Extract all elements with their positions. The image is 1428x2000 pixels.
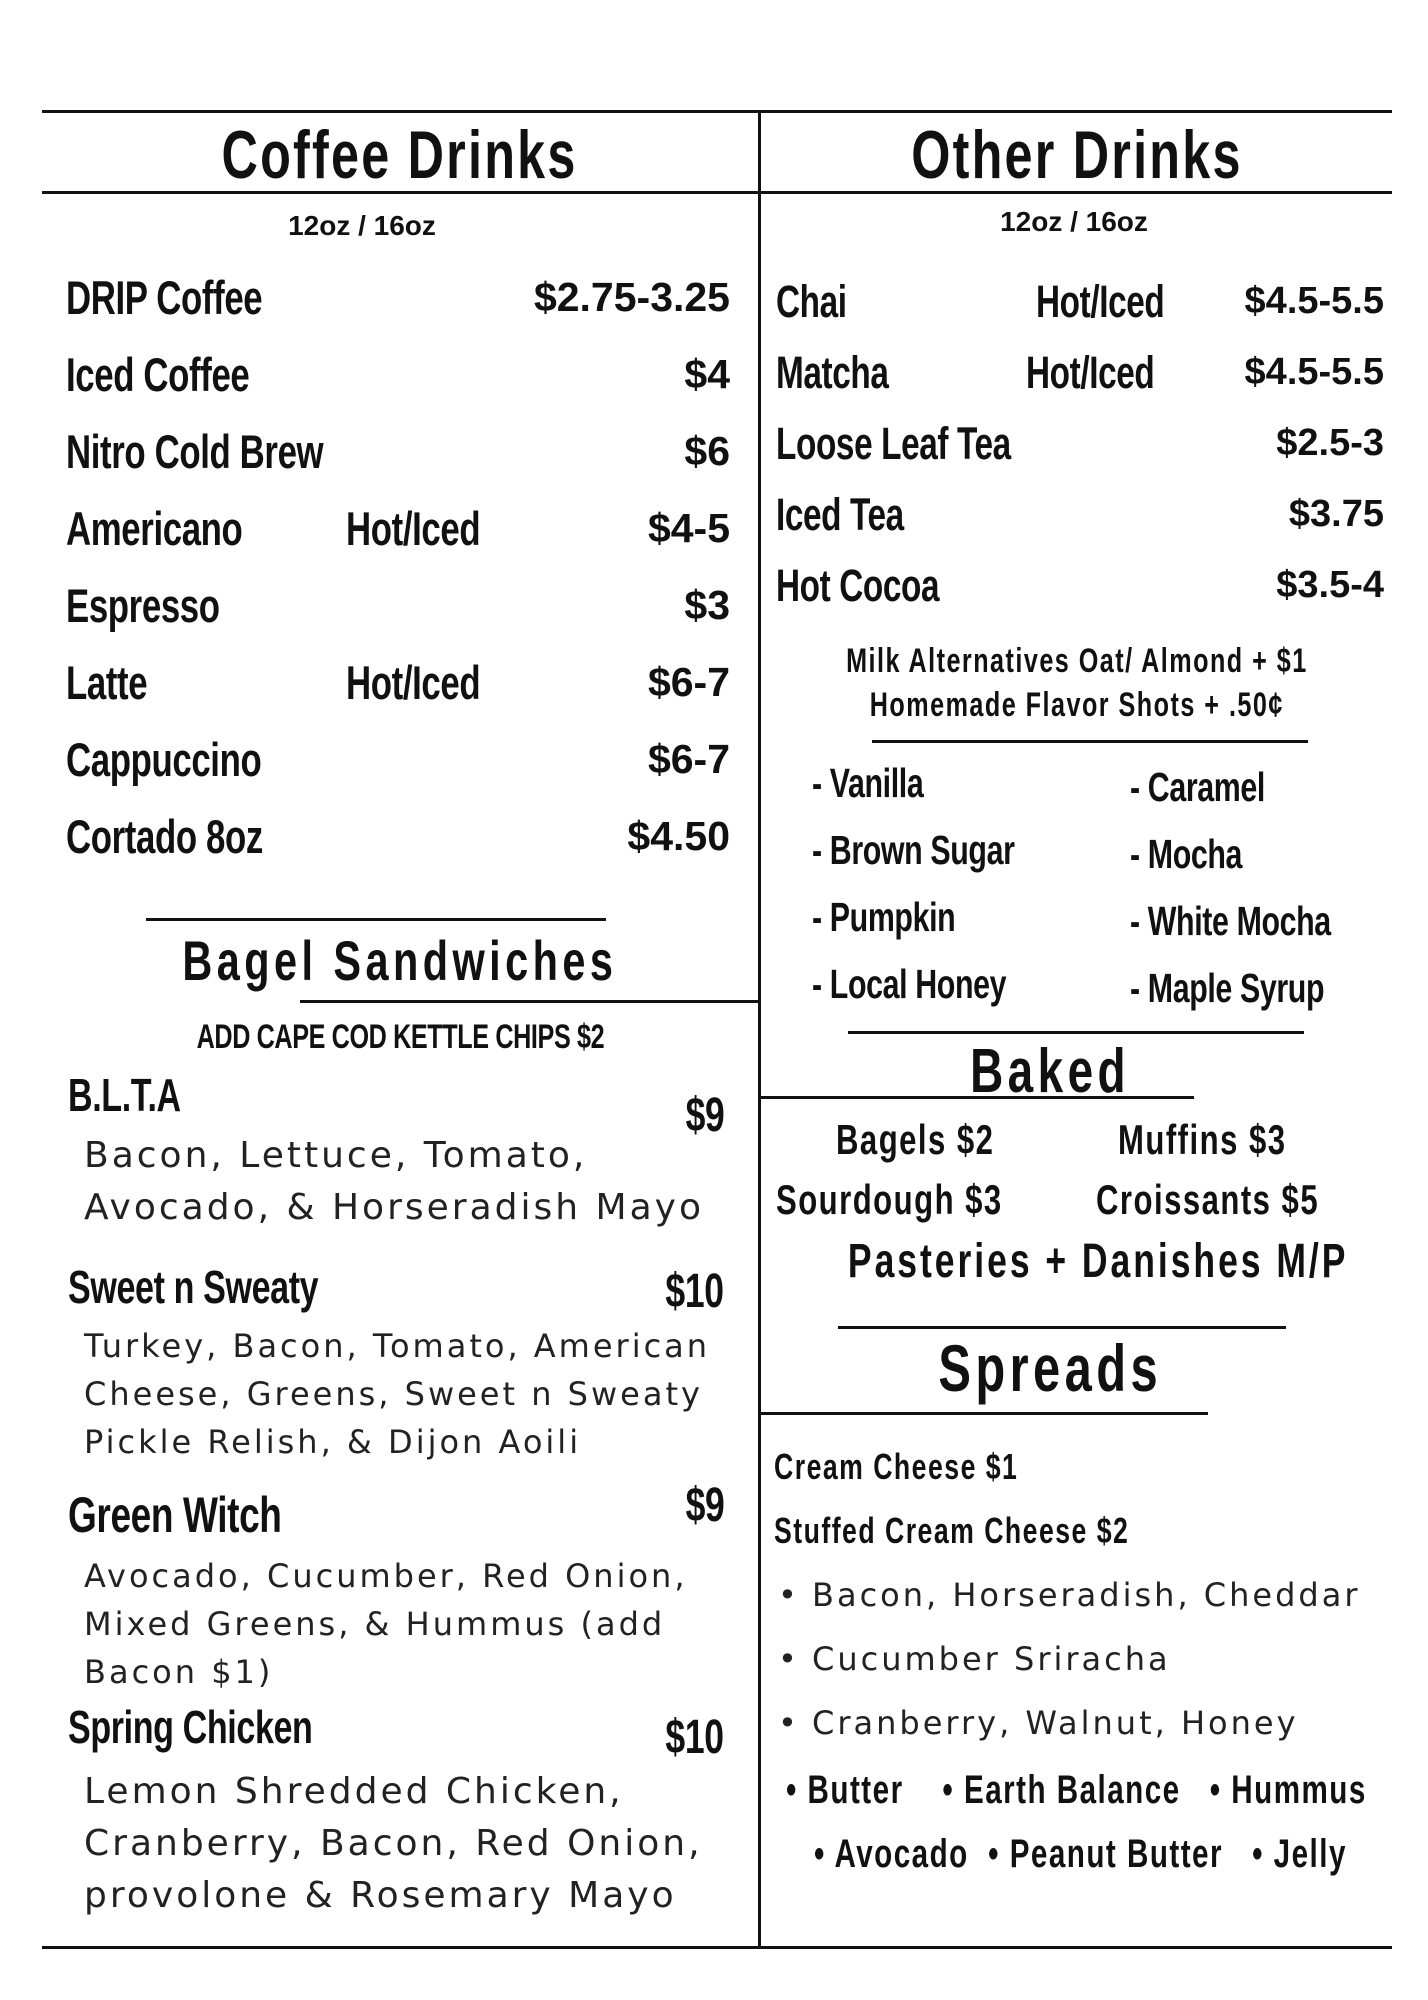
bagel-item-name: Green Witch [68, 1487, 282, 1543]
spread-hummus: Hummus [1231, 1768, 1367, 1812]
bagel-item-name: B.L.T.A [68, 1069, 181, 1121]
flavor-item-label: - Brown Sugar [812, 827, 1015, 873]
baked-sourdough: Sourdough $3 [776, 1176, 1003, 1223]
coffee-item-name: Espresso [66, 579, 220, 632]
stuffed-item-label: Cranberry, Walnut, Honey [812, 1704, 1299, 1742]
stuffed-item [778, 1640, 1171, 1678]
other-item [776, 418, 1384, 478]
other-item [776, 276, 1384, 336]
coffee-item-price: $2.75-3.25 [533, 274, 730, 320]
bagel-item [68, 1260, 406, 1314]
other-sizes: 12oz / 16oz [1000, 206, 1148, 237]
bagel-item-desc: provolone & Rosemary Mayo [84, 1875, 677, 1916]
milk-note: Milk Alternatives Oat/ Almond + $1 [846, 642, 1308, 680]
coffee-item [66, 809, 730, 873]
bagel-item-desc: Turkey, Bacon, Tomato, American [84, 1327, 711, 1365]
bagel-note: ADD CAPE COD KETTLE CHIPS $2 [196, 1018, 604, 1056]
other-section [760, 116, 1394, 194]
coffee-item [66, 732, 730, 796]
bagel-item-price: $9 [685, 1089, 724, 1142]
other-item-price: $3.75 [1288, 493, 1384, 535]
flavor-item-label: - Vanilla [812, 760, 924, 806]
spreads-bottom-rule [760, 1412, 1208, 1415]
bullet-icon: • [778, 1704, 800, 1742]
bottom-border [42, 1946, 1392, 1949]
spreads-title: Spreads [938, 1331, 1162, 1405]
bagel-item-price-wrap [540, 1478, 724, 1533]
spread-avocado: Avocado [834, 1832, 969, 1876]
other-item-name: Loose Leaf Tea [776, 418, 1011, 469]
bagel-title-wrap [42, 928, 758, 993]
bagel-item-price: $10 [665, 1265, 724, 1318]
coffee-item [66, 655, 730, 719]
baked-bottom-rule [760, 1096, 1194, 1099]
flavor-item [812, 894, 1006, 941]
flavor-item-label: - Pumpkin [812, 894, 956, 940]
flavor-item [1130, 965, 1392, 1012]
other-item-price: $4.5-5.5 [1244, 351, 1384, 393]
coffee-item [66, 270, 730, 334]
spreads-top-rule [838, 1326, 1286, 1329]
bagel-item-desc: Bacon $1) [84, 1653, 274, 1691]
coffee-item-price: $4.50 [627, 813, 730, 859]
flavor-item-label: - Local Honey [812, 961, 1007, 1007]
other-item [776, 560, 1384, 620]
bagel-item-desc: Avocado, Cucumber, Red Onion, [84, 1557, 688, 1595]
bagel-item-price: $9 [685, 1479, 724, 1532]
flavor-item-label: - White Mocha [1130, 898, 1331, 944]
flavor-item [1130, 898, 1401, 945]
coffee-title: Coffee Drinks [221, 117, 579, 193]
bagel-note-wrap [42, 1018, 758, 1057]
spreads-title-wrap [760, 1330, 1340, 1406]
coffee-item-name: Iced Coffee [66, 348, 250, 401]
other-item-price: $4.5-5.5 [1244, 280, 1384, 322]
baked-bagels: Bagels $2 [836, 1116, 995, 1163]
coffee-item [66, 578, 730, 642]
coffee-item-price: $6-7 [647, 736, 730, 782]
flavor-note: Homemade Flavor Shots + .50¢ [869, 686, 1285, 724]
stuffed-item [778, 1704, 1299, 1742]
stuffed-item-label: Bacon, Horseradish, Cheddar [812, 1576, 1361, 1614]
spreads-others-row1: • Butter • Earth Balance • Hummus [786, 1768, 1367, 1812]
coffee-item-option: Hot/Iced [346, 656, 481, 709]
bagel-item-name: Spring Chicken [68, 1701, 313, 1753]
flavor-item [1130, 764, 1312, 811]
flavor-item [812, 827, 1086, 874]
flavor-item-label: - Maple Syrup [1130, 965, 1325, 1011]
coffee-item-name: DRIP Coffee [66, 271, 263, 324]
other-item-name: Matcha [776, 347, 889, 398]
other-item-price: $3.5-4 [1276, 564, 1384, 606]
coffee-item [66, 501, 730, 565]
coffee-item-name: Cortado 8oz [66, 810, 263, 863]
bagel-item-desc: Cranberry, Bacon, Red Onion, [84, 1823, 703, 1864]
bagel-item-desc: Pickle Relish, & Dijon Aoili [84, 1423, 582, 1461]
flavor-item [1130, 831, 1281, 878]
stuffed-item [778, 1576, 1360, 1614]
bagel-item-price-wrap [540, 1264, 724, 1319]
other-item-name: Chai [776, 276, 847, 327]
other-item-option: Hot/Iced [1026, 347, 1155, 398]
bagel-item-price: $10 [665, 1711, 724, 1764]
flavor-divider [872, 740, 1308, 743]
other-item-option: Hot/Iced [1036, 276, 1165, 327]
flavor-item-label: - Caramel [1130, 764, 1265, 810]
coffee-item-name: Latte [66, 656, 148, 709]
spreads-stuffed: Stuffed Cream Cheese $2 [774, 1510, 1130, 1551]
baked-title: Baked [970, 1037, 1130, 1106]
bagel-title: Bagel Sandwiches [182, 929, 618, 992]
spreads-others-row2: • Avocado • Peanut Butter • Jelly [814, 1832, 1347, 1876]
stuffed-item-label: Cucumber Sriracha [812, 1640, 1171, 1678]
other-item [776, 489, 1384, 549]
bagel-item-desc: Mixed Greens, & Hummus (add [84, 1605, 666, 1643]
bullet-icon: • [778, 1640, 800, 1678]
coffee-item-price: $6 [684, 428, 730, 474]
other-item [776, 347, 1384, 407]
coffee-item-price: $3 [684, 582, 730, 628]
bagel-item-desc: Lemon Shredded Chicken, [84, 1771, 624, 1812]
bullet-icon: • [778, 1576, 800, 1614]
bagel-bottom-rule [300, 1000, 758, 1003]
coffee-item-name: Nitro Cold Brew [66, 425, 324, 478]
coffee-item [66, 347, 730, 411]
baked-top-rule [848, 1031, 1304, 1034]
flavor-item [812, 961, 1074, 1008]
spread-jelly: Jelly [1273, 1832, 1347, 1876]
other-item-name: Iced Tea [776, 489, 904, 540]
spreads-cream-cheese: Cream Cheese $1 [774, 1446, 1019, 1487]
bagel-item-desc: Bacon, Lettuce, Tomato, [84, 1135, 588, 1176]
coffee-item-option: Hot/Iced [346, 502, 481, 555]
spread-earth-balance: Earth Balance [963, 1768, 1181, 1812]
baked-croissants: Croissants $5 [1096, 1176, 1320, 1223]
baked-muffins: Muffins $3 [1118, 1116, 1287, 1163]
spread-peanut-butter: Peanut Butter [1009, 1832, 1224, 1876]
coffee-item-name: Cappuccino [66, 733, 262, 786]
other-item-price: $2.5-3 [1276, 422, 1384, 464]
coffee-item [66, 424, 730, 488]
bagel-item-desc: Avocado, & Horseradish Mayo [84, 1187, 704, 1228]
baked-pastries: Pasteries + Danishes M/P [847, 1235, 1349, 1288]
coffee-sizes: 12oz / 16oz [288, 210, 436, 241]
coffee-item-name: Americano [66, 502, 243, 555]
center-divider [758, 111, 761, 1949]
bagel-item-price-wrap [540, 1710, 724, 1765]
bagel-item-desc: Cheese, Greens, Sweet n Sweaty [84, 1375, 703, 1413]
coffee-item-price: $6-7 [647, 659, 730, 705]
other-item-name: Hot Cocoa [776, 560, 940, 611]
bagel-item-name: Sweet n Sweaty [68, 1261, 319, 1313]
flavor-item-label: - Mocha [1130, 831, 1243, 877]
coffee-item-price: $4-5 [647, 505, 730, 551]
spread-butter: Butter [807, 1768, 904, 1812]
flavor-item [812, 760, 962, 807]
bagel-item [68, 1700, 398, 1754]
top-border [42, 110, 1392, 113]
bagel-top-rule [146, 918, 606, 921]
bagel-item [68, 1486, 357, 1544]
coffee-item-price: $4 [684, 351, 730, 397]
other-title: Other Drinks [911, 117, 1243, 193]
bagel-item [68, 1068, 220, 1122]
